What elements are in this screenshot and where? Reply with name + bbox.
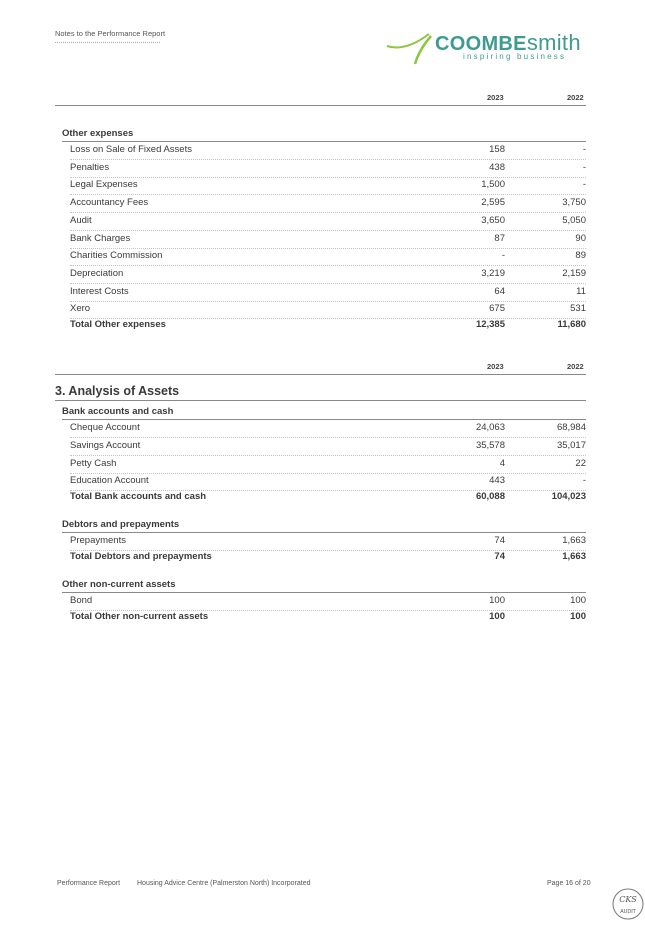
table-row <box>70 178 586 195</box>
row-label: Loss on Sale of Fixed Assets <box>70 144 192 155</box>
total-row <box>70 318 586 334</box>
audit-stamp <box>611 887 645 921</box>
value-2022: 1,663 <box>562 535 586 546</box>
group-rule <box>62 532 586 533</box>
value-2023: 443 <box>489 475 505 486</box>
svg-text:CKS: CKS <box>619 895 637 904</box>
value-2022: - <box>582 162 586 173</box>
row-label: Bank Charges <box>70 233 131 244</box>
value-2022: 531 <box>570 303 586 314</box>
table-row <box>70 421 586 438</box>
value-2022: 11 <box>576 286 586 297</box>
audit-stamp-icon <box>611 887 645 921</box>
column-header-2022: 2022 <box>567 93 584 102</box>
table-row <box>70 285 586 302</box>
total-label: Total Other expenses <box>70 319 166 330</box>
footer-entity-name: Housing Advice Centre (Palmerston North) Incorporated <box>137 880 311 887</box>
logo-word-coombe: COOMBE <box>435 33 527 55</box>
column-header-2023: 2023 <box>487 93 504 102</box>
column-header-2022: 2022 <box>567 362 584 371</box>
value-2023: - <box>501 250 505 261</box>
value-2022: 35,017 <box>556 440 586 451</box>
group-title-bank-accounts: Bank accounts and cash <box>62 406 174 417</box>
footer-report-name: Performance Report <box>57 880 121 887</box>
value-2023: 74 <box>494 535 505 546</box>
value-2023: 3,650 <box>481 215 505 226</box>
value-2023: 87 <box>494 233 505 244</box>
row-label: Legal Expenses <box>70 179 138 190</box>
value-2023: 64 <box>494 286 505 297</box>
value-2022: - <box>582 179 586 190</box>
column-header-rule <box>55 374 586 375</box>
row-label: Charities Commission <box>70 250 163 261</box>
section-rule <box>55 400 586 401</box>
row-label: Education Account <box>70 475 149 486</box>
value-2022: 89 <box>575 250 586 261</box>
total-2022: 1,663 <box>562 551 586 562</box>
document-title: Notes to the Performance Report <box>55 29 166 38</box>
table-row <box>70 143 586 160</box>
table-row <box>70 457 586 474</box>
value-2023: 675 <box>489 303 505 314</box>
total-row <box>70 550 586 566</box>
row-label: Petty Cash <box>70 458 117 469</box>
table-row <box>70 249 586 266</box>
logo-tagline: inspiring business <box>463 52 567 61</box>
group-rule <box>62 141 586 142</box>
table-row <box>70 474 586 491</box>
row-label: Depreciation <box>70 268 124 279</box>
group-rule <box>62 419 586 420</box>
total-2023: 74 <box>494 551 505 562</box>
row-label: Prepayments <box>70 535 126 546</box>
value-2023: 438 <box>489 162 505 173</box>
row-label: Xero <box>70 303 91 314</box>
table-row <box>70 196 586 213</box>
value-2022: 5,050 <box>562 215 586 226</box>
total-2023: 60,088 <box>475 491 505 502</box>
total-2022: 100 <box>570 611 586 622</box>
section-title-analysis-of-assets: 3. Analysis of Assets <box>55 384 180 398</box>
table-row <box>70 267 586 284</box>
row-label: Interest Costs <box>70 286 129 297</box>
total-2023: 12,385 <box>475 319 505 330</box>
total-label: Total Debtors and prepayments <box>70 551 212 562</box>
value-2023: 100 <box>489 595 505 606</box>
total-label: Total Other non-current assets <box>70 611 209 622</box>
value-2022: 100 <box>570 595 586 606</box>
row-label: Accountancy Fees <box>70 197 149 208</box>
value-2022: 3,750 <box>562 197 586 208</box>
total-2023: 100 <box>489 611 505 622</box>
column-header-2023: 2023 <box>487 362 504 371</box>
svg-text:AUDIT: AUDIT <box>620 909 636 915</box>
value-2023: 2,595 <box>481 197 505 208</box>
row-label: Savings Account <box>70 440 141 451</box>
value-2022: 68,984 <box>556 422 586 433</box>
value-2022: 90 <box>575 233 586 244</box>
table-row <box>70 439 586 456</box>
value-2023: 35,578 <box>475 440 505 451</box>
value-2022: 2,159 <box>562 268 586 279</box>
group-rule <box>62 592 586 593</box>
total-row <box>70 490 586 506</box>
value-2022: 22 <box>575 458 586 469</box>
value-2022: - <box>582 475 586 486</box>
value-2023: 1,500 <box>481 179 505 190</box>
footer-page-number: Page 16 of 20 <box>547 880 591 887</box>
row-label: Penalties <box>70 162 110 173</box>
title-underline <box>55 42 160 43</box>
coombesmith-logo <box>385 30 590 70</box>
table-row <box>70 534 586 551</box>
table-row <box>70 594 586 611</box>
total-2022: 104,023 <box>551 491 586 502</box>
logo-word-smith: smith <box>526 30 581 55</box>
group-title-non-current-assets: Other non-current assets <box>62 579 176 590</box>
column-header-rule <box>55 105 586 106</box>
total-label: Total Bank accounts and cash <box>70 491 207 502</box>
total-row <box>70 610 586 626</box>
table-row <box>70 161 586 178</box>
total-2022: 11,680 <box>557 319 586 330</box>
value-2022: - <box>582 144 586 155</box>
row-label: Cheque Account <box>70 422 140 433</box>
value-2023: 158 <box>489 144 505 155</box>
table-row <box>70 302 586 319</box>
row-label: Bond <box>70 595 93 606</box>
value-2023: 4 <box>499 458 505 469</box>
value-2023: 3,219 <box>481 268 505 279</box>
group-title-other-expenses: Other expenses <box>62 128 134 139</box>
row-label: Audit <box>70 215 92 226</box>
table-row <box>70 232 586 249</box>
group-title-debtors: Debtors and prepayments <box>62 519 180 530</box>
value-2023: 24,063 <box>475 422 505 433</box>
table-row <box>70 214 586 231</box>
